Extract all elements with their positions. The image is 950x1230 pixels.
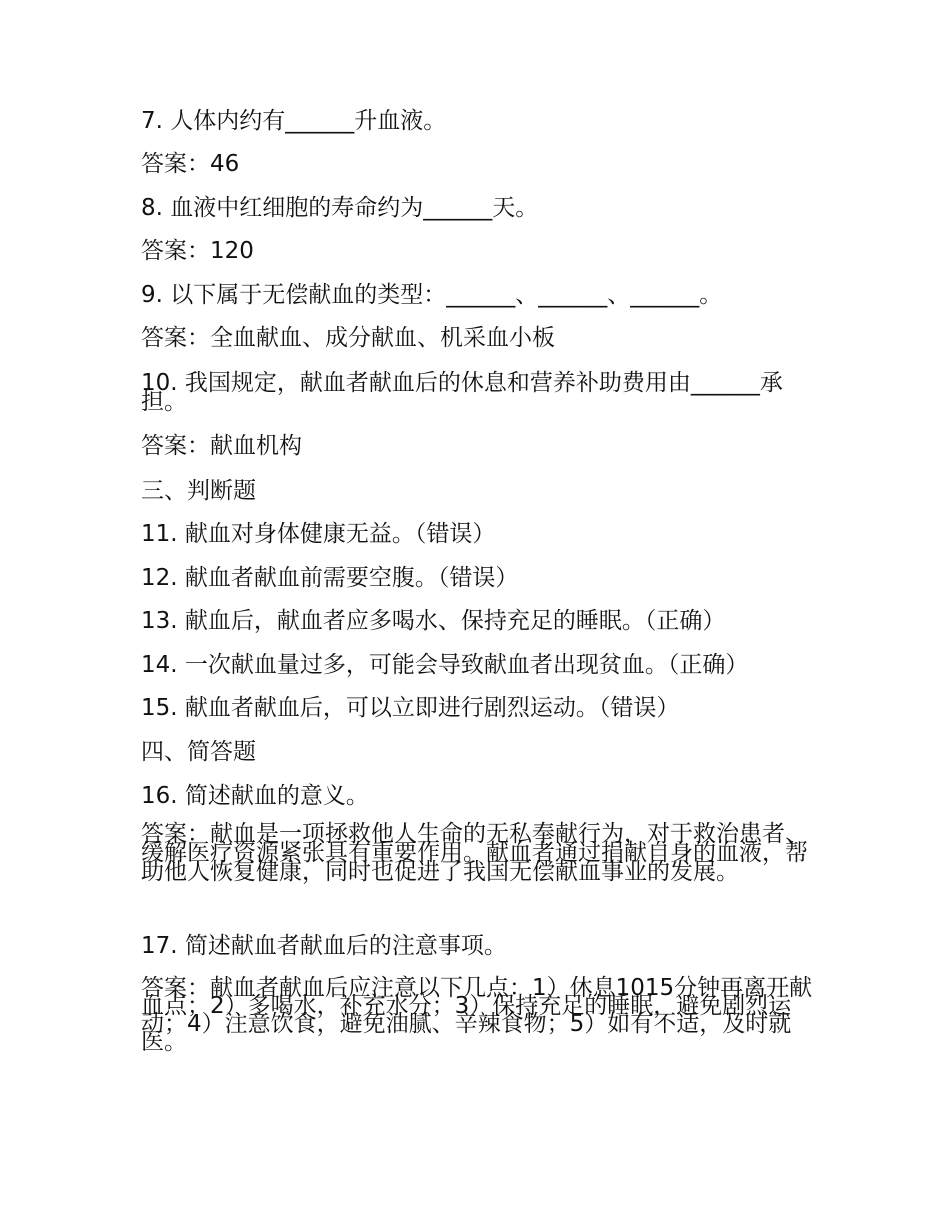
answer-16: 答案：献血是一项拯救他人生命的无私奉献行为，对于救治患者、缓解医疗资源紧张具有重要作用。献血者通过捐献自身的血液，帮助他人恢复健康，同时也促进了我国无偿献血事业的发展。 <box>141 821 808 885</box>
question-12: 12. 献血者献血前需要空腹。（错误） <box>141 565 519 591</box>
answer-17: 答案：献血者献血后应注意以下几点：1）休息1015分钟再离开献血点；2）多喝水，补充水分；3）保持充足的睡眠，避免剧烈运动；4）注意饮食，避免油腻、辛辣食物；5）如有不适，及时就医。 <box>141 975 813 1055</box>
answer-7: 答案：46 <box>141 151 240 177</box>
question-17: 17. 简述献血者献血后的注意事项。 <box>141 933 507 959</box>
answer-9: 答案：全血献血、成分献血、机采血小板 <box>141 325 555 351</box>
question-15: 15. 献血者献血后，可以立即进行剧烈运动。（错误） <box>141 695 680 721</box>
section-heading-true-false: 三、判断题 <box>141 478 256 504</box>
question-13: 13. 献血后，献血者应多喝水、保持充足的睡眠。（正确） <box>141 608 726 634</box>
answer-10: 答案：献血机构 <box>141 433 302 459</box>
question-11: 11. 献血对身体健康无益。（错误） <box>141 521 496 547</box>
answer-8: 答案：120 <box>141 238 254 264</box>
question-9: 9. 以下属于无偿献血的类型：______、______、______。 <box>141 282 723 308</box>
question-10: 10. 我国规定，献血者献血后的休息和营养补助费用由______承担。 <box>141 370 783 415</box>
question-7: 7. 人体内约有______升血液。 <box>141 108 447 134</box>
question-8: 8. 血液中红细胞的寿命约为______天。 <box>141 195 539 221</box>
section-heading-short-answer: 四、简答题 <box>141 739 256 765</box>
question-14: 14. 一次献血量过多，可能会导致献血者出现贫血。（正确） <box>141 652 749 678</box>
question-16: 16. 简述献血的意义。 <box>141 783 369 809</box>
